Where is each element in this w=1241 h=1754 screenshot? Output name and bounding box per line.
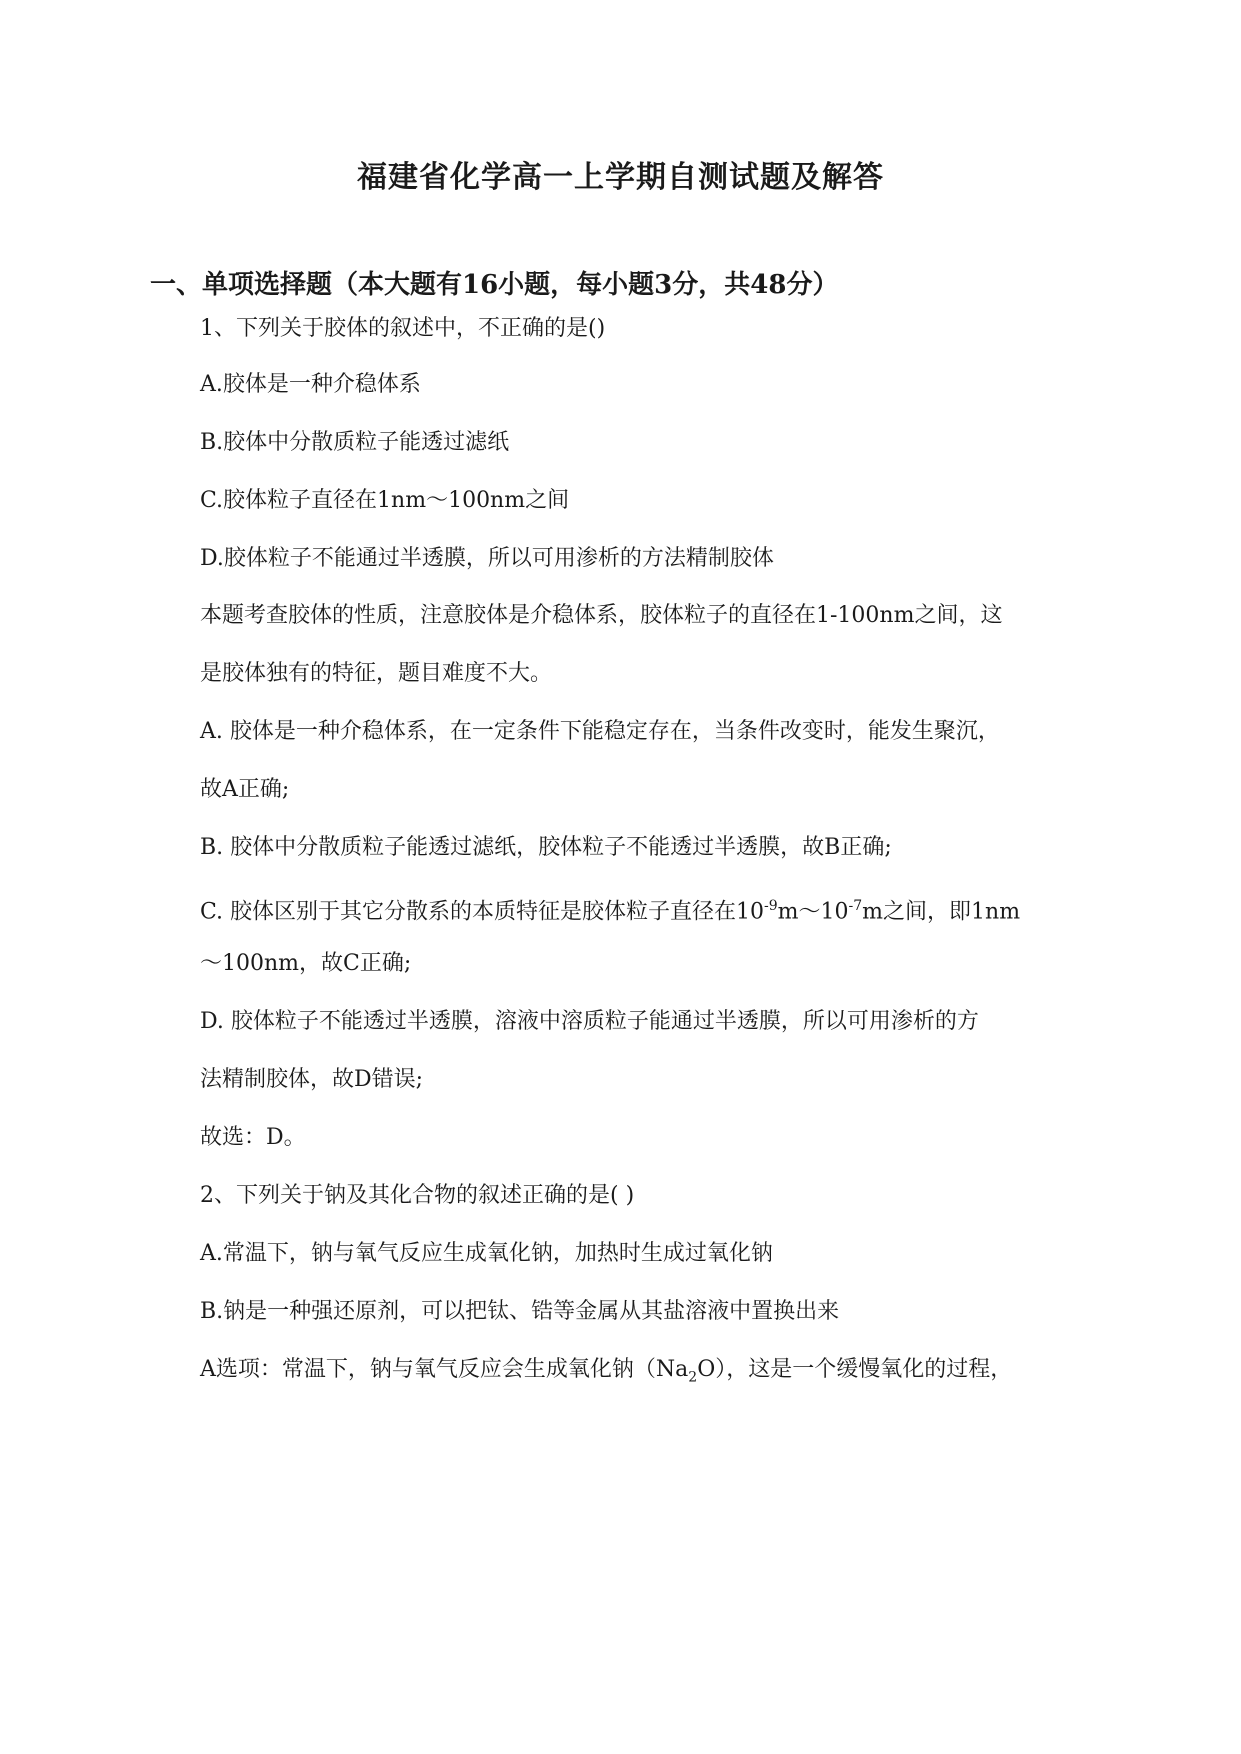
question-1-option-c: C.胶体粒子直径在1nm～100nm之间 xyxy=(200,488,570,513)
question-1-option-b: B.胶体中分散质粒子能透过滤纸 xyxy=(200,430,510,455)
answer-c-line-1 xyxy=(200,891,1020,927)
final-answer: 故选：D。 xyxy=(200,1125,306,1150)
subscript-2: 2 xyxy=(688,1369,698,1386)
question-2-option-b: B.钠是一种强还原剂，可以把钛、锆等金属从其盐溶液中置换出来 xyxy=(200,1299,840,1324)
analysis-line-2: 是胶体独有的特征，题目难度不大。 xyxy=(200,661,553,686)
exponent-1: -9 xyxy=(764,898,778,914)
answer-c-text-1: C. 胶体区别于其它分散系的本质特征是胶体粒子直径在10 xyxy=(200,899,765,925)
answer-c-line-2: ～100nm，故C正确; xyxy=(200,951,412,976)
section-heading: 一、单项选择题（本大题有16小题，每小题3分，共48分） xyxy=(150,270,839,300)
answer-d-line-1: D. 胶体粒子不能透过半透膜，溶液中溶质粒子能通过半透膜，所以可用渗析的方 xyxy=(200,1009,979,1034)
question-2-stem: 2、下列关于钠及其化合物的叙述正确的是( ) xyxy=(200,1183,635,1208)
question-1-option-d: D.胶体粒子不能通过半透膜，所以可用渗析的方法精制胶体 xyxy=(200,546,774,571)
answer-a-line-2: 故A正确; xyxy=(200,777,290,802)
answer-d-line-2: 法精制胶体，故D错误; xyxy=(200,1067,424,1092)
question-2-answer-a xyxy=(200,1355,1012,1392)
document-title: 福建省化学高一上学期自测试题及解答 xyxy=(357,160,884,195)
answer-a-line-1: A. 胶体是一种介稳体系，在一定条件下能稳定存在，当条件改变时，能发生聚沉， xyxy=(200,719,1000,744)
question-2-option-a: A.常温下，钠与氧气反应生成氧化钠，加热时生成过氧化钠 xyxy=(200,1241,773,1266)
answer-c-text-3: m之间，即1nm xyxy=(862,899,1021,925)
answer-c-text-2: m～10 xyxy=(777,899,849,925)
q2-answer-text-1: A选项：常温下，钠与氧气反应会生成氧化钠（Na xyxy=(200,1357,689,1382)
analysis-line-1: 本题考查胶体的性质，注意胶体是介稳体系，胶体粒子的直径在1-100nm之间，这 xyxy=(200,603,1003,628)
answer-b: B. 胶体中分散质粒子能透过滤纸，胶体粒子不能透过半透膜，故B正确; xyxy=(200,835,892,860)
question-1-stem: 1、下列关于胶体的叙述中，不正确的是() xyxy=(200,316,606,341)
question-1-option-a: A.胶体是一种介稳体系 xyxy=(200,372,421,397)
q2-answer-text-2: O），这是一个缓慢氧化的过程， xyxy=(697,1357,1013,1382)
exponent-2: -7 xyxy=(848,898,863,914)
